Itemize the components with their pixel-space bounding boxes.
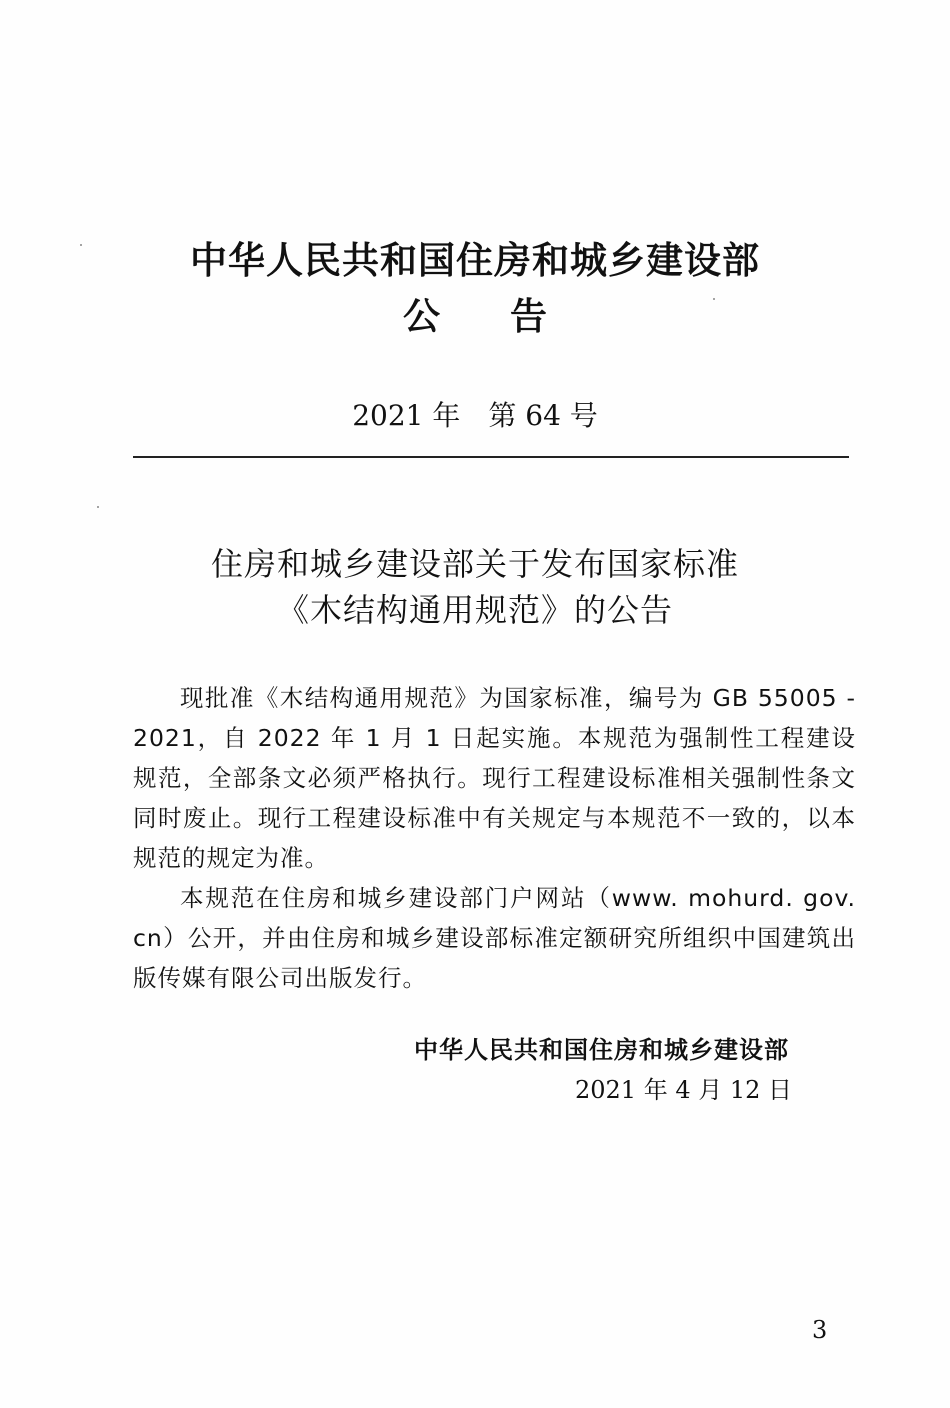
scan-speck bbox=[713, 298, 715, 300]
notice-title-line-2: 《木结构通用规范》的公告 bbox=[276, 591, 673, 629]
issuer-name: 中华人民共和国住房和城乡建设部 bbox=[190, 239, 760, 282]
signature-organization: 中华人民共和国住房和城乡建设部 bbox=[414, 1036, 789, 1064]
scan-speck bbox=[97, 506, 99, 508]
notice-title-line-1: 住房和城乡建设部关于发布国家标准 bbox=[210, 545, 739, 583]
scan-speck bbox=[80, 244, 82, 246]
body-paragraph-1: 现批准《木结构通用规范》为国家标准，编号为 GB 55005 - 2021，自 2022 年 1 月 1 日起实施。本规范为强制性工程建设规范，全部条文必须严格执行。现行工程建设标准相关强制性条文同时废止。现行工程建设标准中有关规定与本规范不一致的，以本规范的规定为准。 bbox=[133, 684, 856, 872]
header-divider bbox=[133, 456, 849, 458]
body-paragraph-2: 本规范在住房和城乡建设部门户网站（www. mohurd. gov. cn）公开，并由住房和城乡建设部标准定额研究所组织中国建筑出版传媒有限公司出版发行。 bbox=[133, 884, 856, 992]
notice-body bbox=[133, 678, 856, 998]
document-type: 公告 bbox=[403, 295, 617, 338]
signature-date: 2021 年 4 月 12 日 bbox=[575, 1076, 793, 1104]
document-number: 2021 年 第 64 号 bbox=[352, 399, 598, 432]
page-number: 3 bbox=[812, 1316, 828, 1344]
